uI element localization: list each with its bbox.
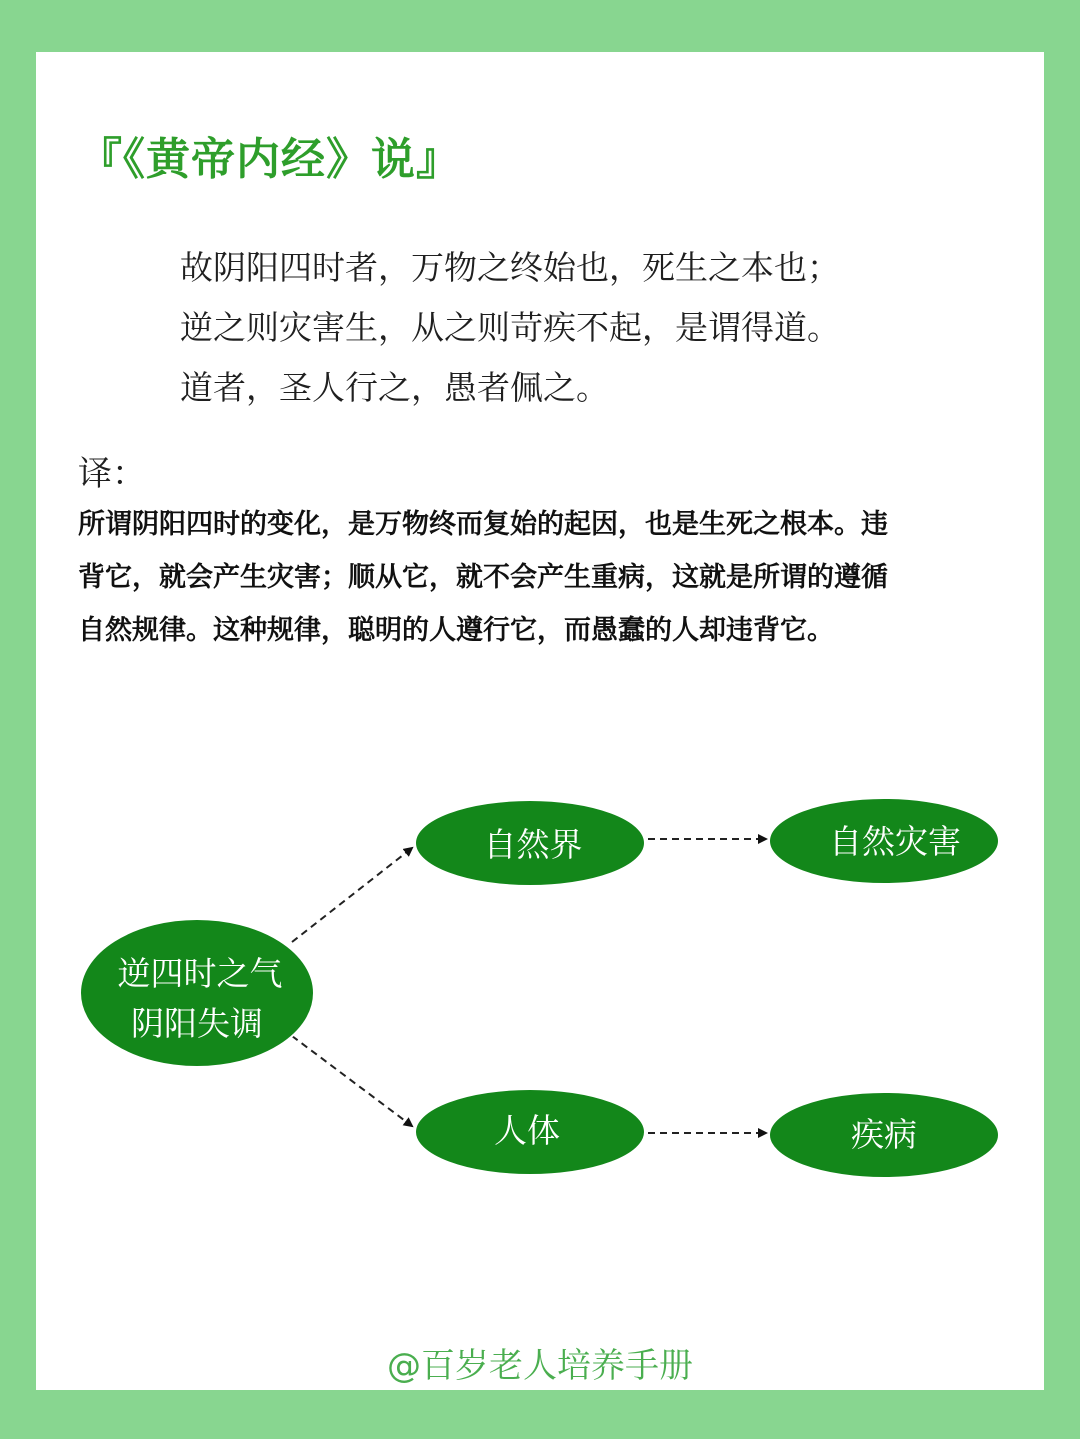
- arrow-root-to-nature: [292, 848, 412, 942]
- author-watermark: @百岁老人培养手册: [387, 1346, 693, 1386]
- node-root: [80, 919, 314, 1067]
- quote-line: 故阴阳四时者，万物之终始也，死生之本也；: [180, 248, 840, 287]
- node-disaster: [769, 798, 999, 884]
- node-nature-label: 自然界: [483, 825, 583, 864]
- node-body: [415, 1089, 645, 1175]
- node-root-label-line2: 阴阳失调: [131, 1004, 263, 1043]
- quote-line: 道者，圣人行之，愚者佩之。: [180, 368, 609, 407]
- translation-label: 译：: [78, 454, 146, 494]
- node-root-label-line1: 逆四时之气: [117, 954, 283, 993]
- node-nature: [415, 800, 645, 886]
- quote-line: 逆之则灾害生，从之则苛疾不起，是谓得道。: [180, 308, 840, 347]
- node-disaster-label: 自然灾害: [829, 822, 961, 861]
- translation-line: 自然规律。这种规律，聪明的人遵行它，而愚蠢的人却违背它。: [78, 615, 834, 646]
- translation-line: 所谓阴阳四时的变化，是万物终而复始的起因，也是生死之根本。违: [78, 509, 888, 540]
- node-disease-label: 疾病: [851, 1115, 917, 1154]
- node-root-shape: [80, 919, 314, 1067]
- translation-line: 背它，就会产生灾害；顺从它，就不会产生重病，这就是所谓的遵循: [78, 562, 888, 593]
- arrow-root-to-body: [292, 1036, 412, 1126]
- page-title: 『《黄帝内经》说』: [78, 134, 461, 185]
- node-body-label: 人体: [494, 1111, 560, 1150]
- node-disease: [769, 1092, 999, 1178]
